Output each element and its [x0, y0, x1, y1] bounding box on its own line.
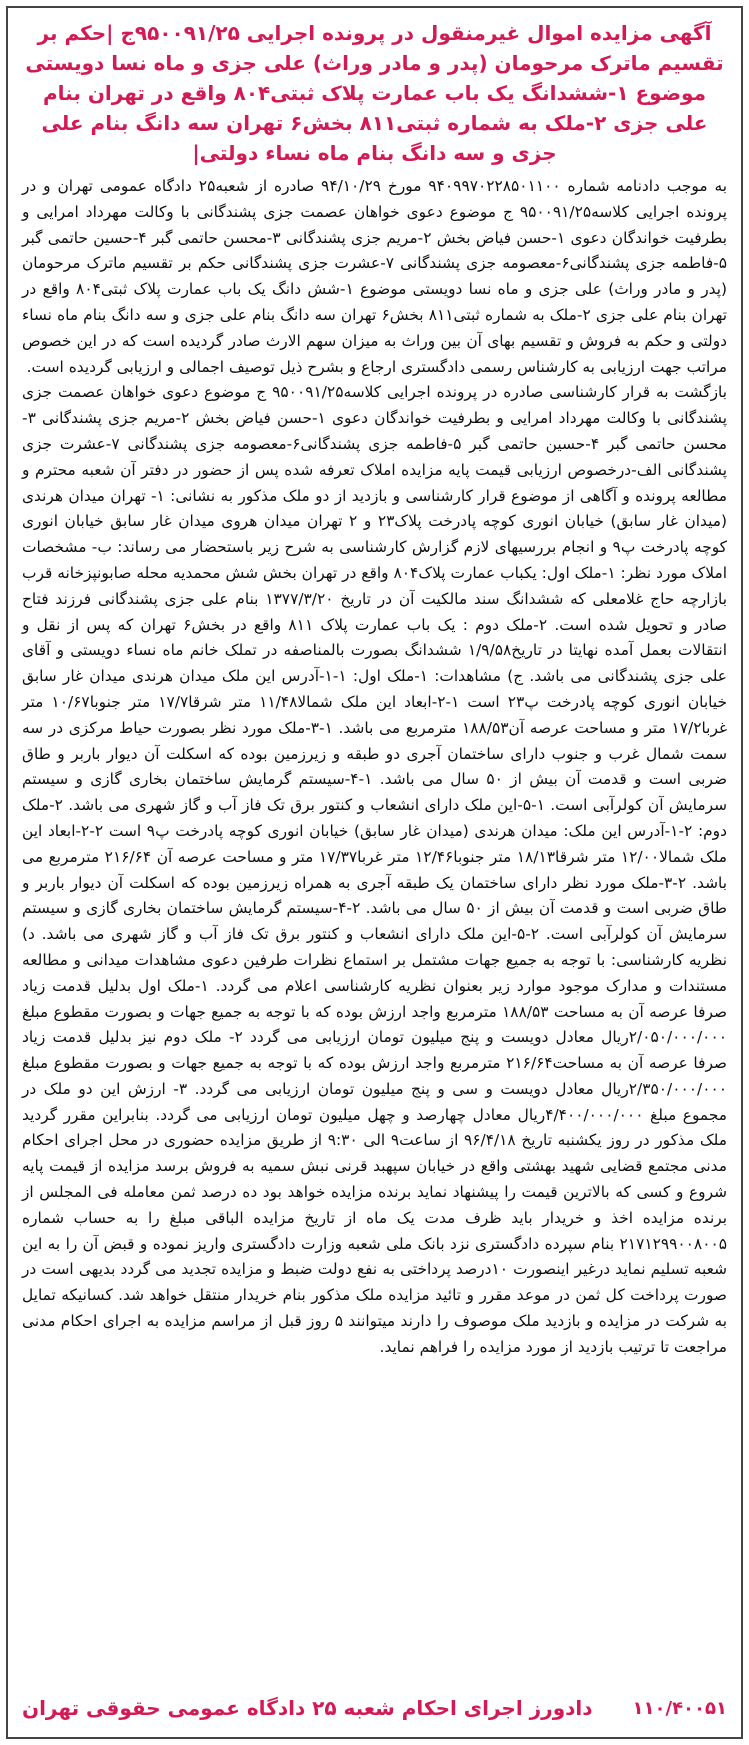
notice-title: آگهی مزایده اموال غیرمنقول در پرونده اجرایی ۹۵۰۰۹۱/۲۵ج |حکم بر تقسیم ماترک مرحومان (پدر و مادر وراث) علی جزی و ماه نسا دویستی موضوع ۱-ششدانگ یک باب عمارت پلاک ثبتی۸۰۴ واقع در تهران بنام علی جزی ۲-ملک به شماره ثبتی۸۱۱ بخش۶ تهران سه دانگ بنام علی جزی و سه دانگ بنام ماه نساء دولتی| — [25, 21, 724, 165]
notice-frame — [6, 6, 743, 1739]
paragraph-expert-report: بازگشت به قرار کارشناسی صادره در پرونده اجرایی کلاسه۹۵۰۰۹۱/۲۵ ج موضوع دعوی خواهان عصمت جزی پشندگانی با وکالت مهرداد امرایی و بطرفیت خواندگان دعوی ۱-حسن فیاض بخش ۲-مریم جزی پشندگانی ۳-محسن حاتمی گبر ۴-حسین حاتمی گبر ۵-فاطمه جزی پشندگانی۶-معصومه جزی پشندگانی ۷-عشرت جزی پشندگانی الف-درخصوص ارزیابی قیمت پایه مزایده املاک تعرفه شده پس از حضور در دفتر آن شعبه محترم و مطالعه پرونده و آگاهی از موضوع قرار کارشناسی و بازدید از دو ملک مذکور به نشانی: ۱- تهران میدان هرندی (میدان غار سابق) خیابان انوری کوچه پادرخت پلاک۲۳ و ۲ تهران میدان هروی میدان غار سابق خیابان انوری کوچه پادرخت پ۹ و انجام بررسیهای لازم گزارش کارشناسی به شرح زیر باستحضار می رساند: ب- مشخصات املاک مورد نظر: ۱-ملک اول: یکباب عمارت پلاک۸۰۴ واقع در تهران بخش شش محمدیه محله صابونپزخانه قرب بازارچه حاج غلامعلی که ششدانگ سند مالکیت آن در تاریخ ۱۳۷۷/۳/۲۰ بنام علی جزی پشندگانی فرزند فتاح صادر و تحویل شده است. ۲-ملک دوم : یک باب عمارت پلاک ۸۱۱ واقع در بخش۶ تهران که پس از نقل و انتقالات بعمل آمده نهایتا در تاریخ۱/۹/۵۸ ششدانگ بصورت بالمناصفه در تملک خانم ماه نساء دویستی و آقای علی جزی پشندگانی می باشد. ج) مشاهدات: ۱-ملک اول: ۱-۱-آدرس این ملک میدان هرندی میدان غار سابق خیابان انوری کوچه پادرخت پ۲۳ است ۱-۲-ابعاد این ملک شمالا۱۱/۴۸ متر شرقا۱۷/۷ متر جنوبا۱۰/۶۷ متر غربا۱۷/۲ متر و مساحت عرصه آن۱۸۸/۵۳ مترمربع می باشد. ۱-۳-ملک مورد نظر بصورت حیاط مرکزی در سه سمت شمال غرب و جنوب دارای ساختمان آجری دو طبقه و زیرزمین بوده که اسکلت آن دیوار باربر و طاق ضربی است و قدمت آن بیش از ۵۰ سال می باشد. ۱-۴-سیستم گرمایش ساختمان بخاری گازی و سیستم سرمایش آن کولرآبی است. ۱-۵-این ملک دارای انشعاب و کنتور برق تک فاز آب و گاز شهری می باشد. ۲-ملک دوم: ۲-۱-آدرس این ملک: میدان هرندی (میدان غار سابق) خیابان انوری کوچه پادرخت پ۹ است ۲-۲-ابعاد این ملک شمالا۱۲/۰۰ متر شرقا۱۸/۱۳ متر جنوبا۱۲/۴۶ متر غربا۱۷/۳۷ متر و مساحت عرصه آن ۲۱۶/۶۴ مترمربع می باشد. ۲-۳-ملک مورد نظر دارای ساختمان یک طبقه آجری به همراه زیرزمین بوده که اسکلت آن دیوار باربر و طاق ضربی است و قدمت آن بیش از ۵۰ سال می باشد. ۲-۴-سیستم گرمایش ساختمان بخاری گازی و سیستم سرمایش آن کولرآبی است. ۲-۵-این ملک دارای انشعاب و کنتور برق تک فاز آب و گاز شهری می باشد. د) نظریه کارشناسی: با توجه به جمیع جهات مشتمل بر استماع نظرات طرفین دعوی مشاهدات میدانی و مطالعه مستندات و مدارک موجود موارد زیر بعنوان نظریه کارشناسی اعلام می گردد. ۱-ملک اول بدلیل قدمت زیاد صرفا عرصه آن به مساحت ۱۸۸/۵۳ مترمربع واجد ارزش بوده که با توجه به جمیع جهات و بصورت مقطوع مبلغ ۲/۰۵۰/۰۰۰/۰۰۰ریال معادل دویست و پنج میلیون تومان ارزیابی می گردد ۲- ملک دوم نیز بدلیل قدمت زیاد صرفا عرصه آن به مساحت۲۱۶/۶۴ مترمربع واجد ارزش بوده که با توجه به جمیع جهات و بصورت مقطوع مبلغ ۲/۳۵۰/۰۰۰/۰۰۰ریال معادل دویست و سی و پنج میلیون تومان ارزیابی می گردد. ۳- ارزش این دو ملک در مجموع مبلغ ۴/۴۰۰/۰۰۰/۰۰۰ریال معادل چهارصد و چهل میلیون تومان ارزیابی می گردد. بنابراین مقرر گردید ملک مذکور در روز یکشنبه تاریخ ۹۶/۴/۱۸ از ساعت۹ الی ۹:۳۰ از طریق مزایده حضوری در محل اجرای احکام مدنی مجتمع قضایی شهید بهشتی واقع در خیابان سپهبد قرنی نبش سمیه به فروش برسد مزایده از قیمت پایه شروع و کسی که بالاترین قیمت را پیشنهاد نماید برنده مزایده خواهد بود ده درصد ثمن معامله فی المجلس از برنده مزایده اخذ و خریدار باید ظرف مدت یک ماه از تاریخ مزایده الباقی مبلغ را به حساب شماره ۲۱۷۱۲۹۹۰۰۸۰۰۵ بنام سپرده دادگستری نزد بانک ملی شعبه وزارت دادگستری واریز نموده و قبض آن را به این شعبه تسلیم نماید درغیر اینصورت ۱۰درصد پرداختی به نفع دولت ضبط و مزایده تجدید می گردد بدیهی است در صورت پرداخت کل ثمن در موعد مقرر و تائید مزایده ملک مذکور بنام خریدار منتقل خواهد شد. کسانیکه تمایل به شرکت در مزایده و بازدید ملک موصوف را دارند میتوانند ۵ روز قبل از مراسم مزایده به اجرای احکام مدنی مراجعت تا ترتیب بازدید از مورد مزایده را فراهم نماید. — [22, 383, 728, 1356]
notice-content — [14, 14, 735, 1731]
paragraph-judgment: به موجب دادنامه شماره ۹۴۰۹۹۷۰۲۲۸۵۰۱۱۰۰ مورخ ۹۴/۱۰/۲۹ صادره از شعبه۲۵ دادگاه عمومی تهران و در پرونده اجرایی کلاسه۹۵۰۰۹۱/۲۵ ج موضوع دعوی خواهان عصمت جزی پشندگانی با وکالت مهرداد امرایی و بطرفیت خواندگان دعوی ۱-حسن فیاض بخش ۲-مریم جزی پشندگانی ۳-محسن حاتمی گبر ۴-حسین حاتمی گبر ۵-فاطمه جزی پشندگانی۶-معصومه جزی پشندگانی ۷-عشرت جزی پشندگانی حکم بر تقسیم ماترک مرحومان (پدر و مادر وراث) علی جزی و ماه نسا دویستی موضوع ۱-شش دانگ یک باب عمارت پلاک ثبتی۸۰۴ واقع در تهران بنام علی جزی ۲-ملک به شماره ثبتی۸۱۱ بخش۶ تهران سه دانگ بنام علی جزی و سه دانگ بنام ماه نساء دولتی و حکم به فروش و تقسیم بهای آن بین وراث به میزان سهم الارث صادر گردیده است که در این خصوص مراتب جهت ارزیابی به کارشناس رسمی دادگستری ارجاع و بشرح ذیل توصیف اجمالی و ارزیابی گردیده است. — [22, 177, 728, 376]
notice-footer — [22, 1691, 727, 1725]
notice-body — [22, 174, 727, 1361]
notice-code: ۱۱۰/۴۰۰۵۱ — [632, 1697, 727, 1719]
signature-line: دادورز اجرای احکام شعبه ۲۵ دادگاه عمومی حقوقی تهران — [22, 1696, 593, 1720]
